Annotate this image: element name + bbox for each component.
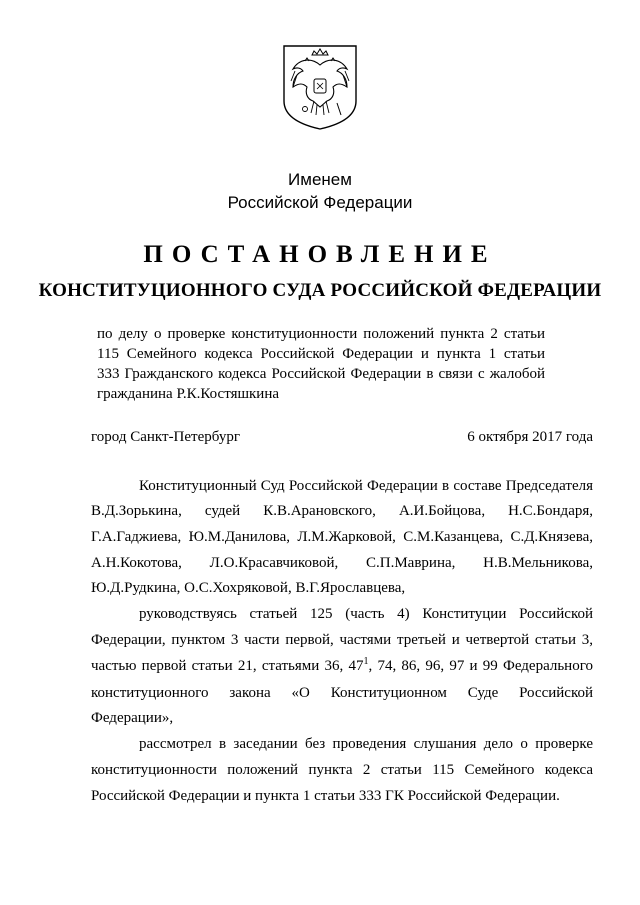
- coat-of-arms-emblem: [281, 43, 359, 131]
- body-line: конституционного закона «О Конституционном Суде Российской: [91, 685, 593, 701]
- case-line: гражданина Р.К.Костяшкина: [97, 386, 280, 402]
- body-line: руководствуясь статьей 125 (часть 4) Конституции Российской: [139, 606, 593, 622]
- case-description: [97, 324, 545, 404]
- date-of-issue: 6 октября 2017 года: [467, 429, 593, 445]
- superscript: 1: [363, 656, 369, 667]
- document-subtitle: КОНСТИТУЦИОННОГО СУДА РОССИЙСКОЙ ФЕДЕРАЦИИ: [38, 280, 602, 301]
- body-line: конституционности положений пункта 2 статьи 115 Семейного кодекса: [91, 762, 593, 778]
- body-line: В.Д.Зорькина, судей К.В.Арановского, А.И.Бойцова, Н.С.Бондаря,: [91, 503, 593, 519]
- body-line: А.Н.Кокотова, Л.О.Красавчиковой, С.П.Маврина, Н.В.Мельникова,: [91, 555, 593, 571]
- header-in-the-name: Именем: [288, 170, 352, 189]
- body-line: [91, 655, 593, 677]
- body-line: Российской Федерации и пункта 1 статьи 333 ГК Российской Федерации.: [91, 788, 560, 804]
- document-title: ПОСТАНОВЛЕНИЕ: [143, 241, 497, 268]
- header-russian-federation: Российской Федерации: [227, 193, 413, 212]
- body-line: Г.А.Гаджиева, Ю.М.Данилова, Л.М.Жарковой, С.М.Казанцева, С.Д.Князева,: [91, 529, 593, 545]
- body-line: рассмотрел в заседании без проведения слушания дело о проверке: [139, 736, 593, 752]
- body-text: , 74, 86, 96, 97 и 99 Федерального: [368, 658, 593, 674]
- body-line: Конституционный Суд Российской Федерации в составе Председателя: [139, 478, 593, 494]
- case-line: по делу о проверке конституционности положений пункта 2 статьи: [97, 326, 545, 342]
- body-line: Ю.Д.Рудкина, О.С.Хохряковой, В.Г.Ярославцева,: [91, 580, 406, 596]
- body-line: Федерации, пунктом 3 части первой, частями третьей и четвертой статьи 3,: [91, 632, 593, 648]
- case-line: 333 Гражданского кодекса Российской Федерации в связи с жалобой: [97, 366, 545, 382]
- place-of-issue: город Санкт-Петербург: [91, 429, 240, 445]
- case-line: 115 Семейного кодекса Российской Федерации и пункта 1 статьи: [97, 346, 545, 362]
- body-line: Федерации»,: [91, 710, 174, 726]
- body-text: частью первой статьи 21, статьями 36, 47: [91, 658, 364, 674]
